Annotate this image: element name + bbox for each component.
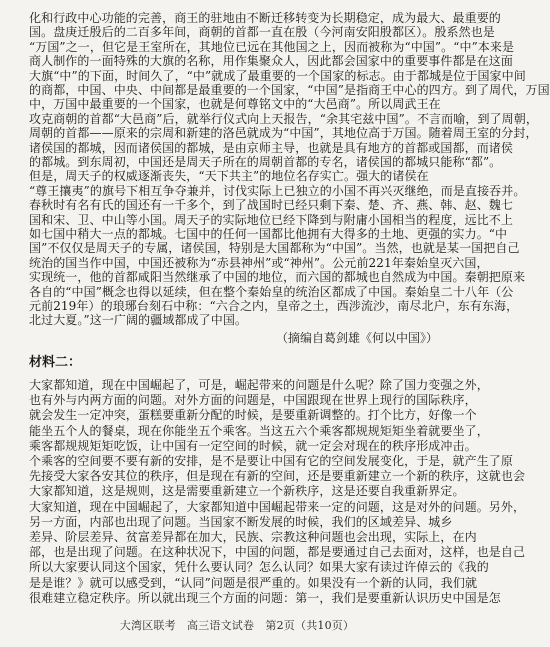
text-line: 攻克商朝的首都“大邑商”后，就举行仪式向上天报告，“余其宅兹中国”。不言而喻，到了周朝， — [29, 111, 538, 126]
text-line: 很难建立稳定秩序。所以就出现三个方面的问题：第一，我们是要重新认识历史中国是怎 — [29, 590, 501, 605]
text-line: 商人制作的一面特殊的大旗的名称，用作集聚众人，因此都会国家中的重要事件都是在这面 — [29, 54, 514, 69]
text-line: 如七国中稍大一点的都城。七国中的任何一国都比他拥有大得多的土地、更强的实力。“中 — [29, 227, 508, 241]
text-line: 的都城。到东周初，中国还是周天子所在的周朝首都的专名，诸侯国的都城只能称“都”。 — [29, 155, 502, 169]
text-line: 也有外与内两方面的问题。对外方面的问题是，中国跟现在世界上现行的国际秩序， — [29, 393, 477, 408]
text-line: 元前219年）的琅琊台刻石中称：“六合之内，皇帝之土，西涉流沙，南尽北户，东有东海， — [29, 299, 519, 313]
text-line: 乘客都规规矩矩吃饭，让中国有一定空间的时候，就一定会对现在的秩序形成冲击。 — [29, 438, 477, 453]
text-line: 大家都知道，现在中国崛起了，可是，崛起带来的问题是什么呢？除了国力变强之外， — [29, 378, 489, 392]
page-footer: 大湾区联考 高三语文试卷 第2页（共10页） — [119, 619, 355, 632]
text-line: 国和宋、卫、中山等小国。周天子的实际地位已经下降到与附庸小国相当的程度，远比不上 — [29, 212, 514, 227]
text-line: 国。盘庚迁殷后的二百多年间，商朝的首都一直在殷（今河南安阳殷都区）。殷系然也是 — [29, 25, 495, 40]
text-line: 大家知道，现在中国崛起了，大家都知道中国崛起带来一定的问题，这是对外的问题。另外， — [29, 499, 526, 514]
text-line: 周朝的首都——原来的宗周和新建的洛邑就成为“中国”，其地位高于万国。随着周王室的分封， — [29, 126, 538, 141]
text-line: 的商都，中国、中央、中间都是最重要的一个国家，“中国”是指商王中心的四方。到了周代，万国 — [29, 83, 550, 97]
text-line: “万国”之一，但它是王室所在，其地位已远在其他国之上，因而被称为“中国”。“中”本来是 — [29, 39, 515, 54]
text-line: 先接受大家各安其位的秩序，但是现在有新的空间，还是要重新建立一个新的秩序，这就也会 — [29, 469, 526, 484]
text-line: 就会发生一定冲突，蛋糕要重新分配的时候，是要重新调整的。打个比方，好像一个 — [29, 408, 477, 423]
text-line: 各自的“中国”概念也得以延续，但在整个秦始皇的统治区都成了中国。秦始皇二十八年（公 — [29, 284, 514, 299]
text-line: 另一方面，内部也出现了问题。当国家不断发展的时候，我们的区域差异、城乡 — [29, 514, 453, 529]
text-line: 大旗“中”的下面，时间久了，“中”就成了最重要的一个国家的标志。由于都城是位于国家中间 — [29, 68, 526, 83]
source-attribution: （摘编自葛剑雄《何以中国》） — [275, 331, 438, 345]
text-line: 实现统一，他的首都咸阳当然继承了中国的地位，而六国的都城也自然成为中国。秦朝把原来 — [29, 270, 526, 285]
text-line: 所以大家要认同这个国家，凭什么要认同？怎么认同？如果大家有读过许倬云的《我的 — [29, 560, 489, 575]
text-line: 春秋时有名有氏的国还有一千多个，到了战国时已经只剩下秦、楚、齐、燕、韩、赵、魏七 — [29, 198, 514, 213]
text-line: 国”不仅仅是周天子的专属，诸侯国，特别是大国都称为“中国”。当然，也就是某一国把自己 — [29, 241, 520, 256]
material-two-heading: 材料二： — [29, 355, 82, 370]
text-line: 但是，周天子的权威逐渐丧失，“天下共主”的地位名存实亡。强大的诸侯在 — [29, 169, 429, 184]
text-line: 诸侯国的都城，因而诸侯国的都城，是由京师主导，也就是具有地方的首都或国都，而诸侯 — [29, 140, 514, 155]
text-line: 差异、阶层差异、贫富差异都在加大，民族、宗教这种问题也会出现，实际上，在内 — [29, 530, 477, 544]
text-line: 个乘客的空间要不要有新的安排，是不是要让中国有它的空间发展变化，于是，就产生了原 — [29, 454, 514, 468]
text-line: 北过大夏。”这一广阔的疆域都成了中国。 — [29, 313, 248, 328]
text-line: 能坐五个人的餐桌，现在你能坐五个乘客。当这五六个乘客都规规矩矩坐着就要坐了， — [29, 423, 489, 438]
text-line: “尊王攘夷”的旗号下相互争夺兼并，讨伐实际上已独立的小国不再兴灭继绝，而是直接吞并。 — [29, 183, 526, 198]
text-line: 部，也是出现了问题。在这种状况下，中国的问题，都是要通过自己去面对，这样，也是自己 — [29, 545, 526, 560]
text-line: 化和行政中心功能的完善，商王的驻地由不断迁移转变为长期稳定，成为最大、最重要的 — [29, 11, 501, 25]
text-line: 中，万国中最重要的一个国家，也就是何尊铭文中的“大邑商”。所以周武王在 — [29, 97, 441, 112]
text-line: 大家都知道，这是规则，这是需要重新建立一个新秩序，这是还要自我重新界定。 — [29, 484, 465, 499]
text-line: 是是谁？》就可以感受到，“认同”问题是很严重的。如果没有一个新的认同，我们就 — [29, 575, 478, 590]
text-line: 统治的国当作中国，中国还被称为“赤县神州”或“神州”。公元前221年秦始皇灭六国， — [29, 255, 489, 270]
